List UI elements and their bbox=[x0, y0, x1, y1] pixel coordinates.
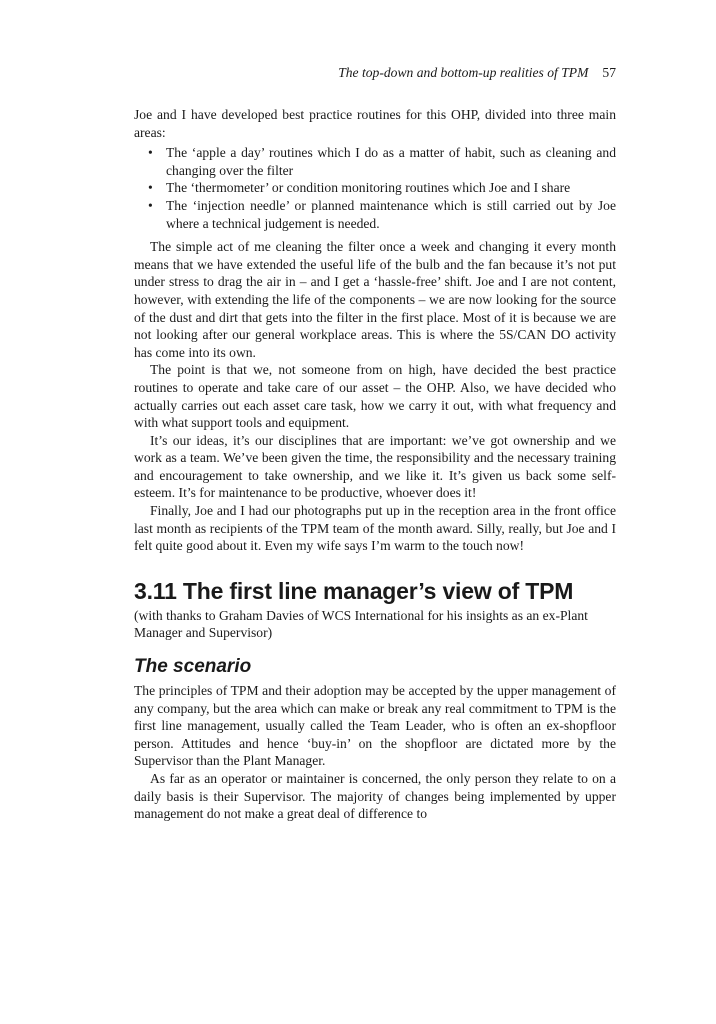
paragraph: The principles of TPM and their adoption may be accepted by the upper management of any company, but the area which can make or break any real commitment to TPM is the first line management, usually called the Team Leader, who is often an ex-shopfloor person. Attitudes and hence ‘buy-in’ on the shopfloor are dictated more by the Supervisor than the Plant Manager. bbox=[134, 683, 616, 769]
section-spacer bbox=[134, 555, 616, 577]
subheading: The scenario bbox=[134, 656, 252, 678]
intro-paragraph: Joe and I have developed best practice routines for this OHP, divided into three main areas: bbox=[134, 107, 616, 140]
paragraph: The simple act of me cleaning the filter once a week and changing it every month means that we have extended the useful life of the bulb and the fan because it’s not put under stress to drag the air in – and I get a ‘hassle-free’ shift. Joe and I are not content, however, with extending the life of the components – we are now looking for the source of the dust and dirt that gets into the filter in the first place. Most of it is because we are not looking after our general workplace areas. This is where the 5S/CAN DO activity has come into its own. bbox=[134, 239, 616, 360]
paragraph: As far as an operator or maintainer is concerned, the only person they relate to on a daily basis is their Supervisor. The majority of changes being implemented by upper management do not make a great deal of difference to bbox=[134, 771, 616, 822]
list-item: • The ‘apple a day’ routines which I do as a matter of habit, such as cleaning and changing over the filter bbox=[166, 144, 616, 179]
section-heading: 3.11 The first line manager’s view of TPM bbox=[134, 577, 574, 604]
running-head-title: The top-down and bottom-up realities of TPM bbox=[338, 65, 589, 80]
running-head bbox=[134, 64, 616, 82]
paragraph: Finally, Joe and I had our photographs put up in the reception area in the front office last month as recipients of the TPM team of the month award. Silly, really, but Joe and I felt quite good about it. Even my wife says I’m warm to the touch now! bbox=[134, 503, 616, 554]
body-text bbox=[134, 106, 616, 823]
list-item: • The ‘thermometer’ or condition monitoring routines which Joe and I share bbox=[166, 179, 616, 197]
paragraph: The point is that we, not someone from on high, have decided the best practice routines to operate and take care of our asset – the OHP. Also, we have decided who actually carries out each asset care task, how we carry it out, with what frequency and with what support tools and equipment. bbox=[134, 362, 616, 431]
bullet-list bbox=[134, 144, 616, 232]
paragraph: It’s our ideas, it’s our disciplines that are important: we’ve got ownership and we work as a team. We’ve been given the time, the responsibility and the necessary training and encouragement to take ownership, and we like it. It’s given us back some self-esteem. It’s for maintenance to be productive, whoever does it! bbox=[134, 432, 616, 501]
list-item: • The ‘injection needle’ or planned maintenance which is still carried out by Joe where a technical judgement is needed. bbox=[166, 197, 616, 232]
section-subtitle: (with thanks to Graham Davies of WCS International for his insights as an ex-Plant Manager and Supervisor) bbox=[134, 607, 588, 641]
page-number: 57 bbox=[602, 65, 616, 80]
